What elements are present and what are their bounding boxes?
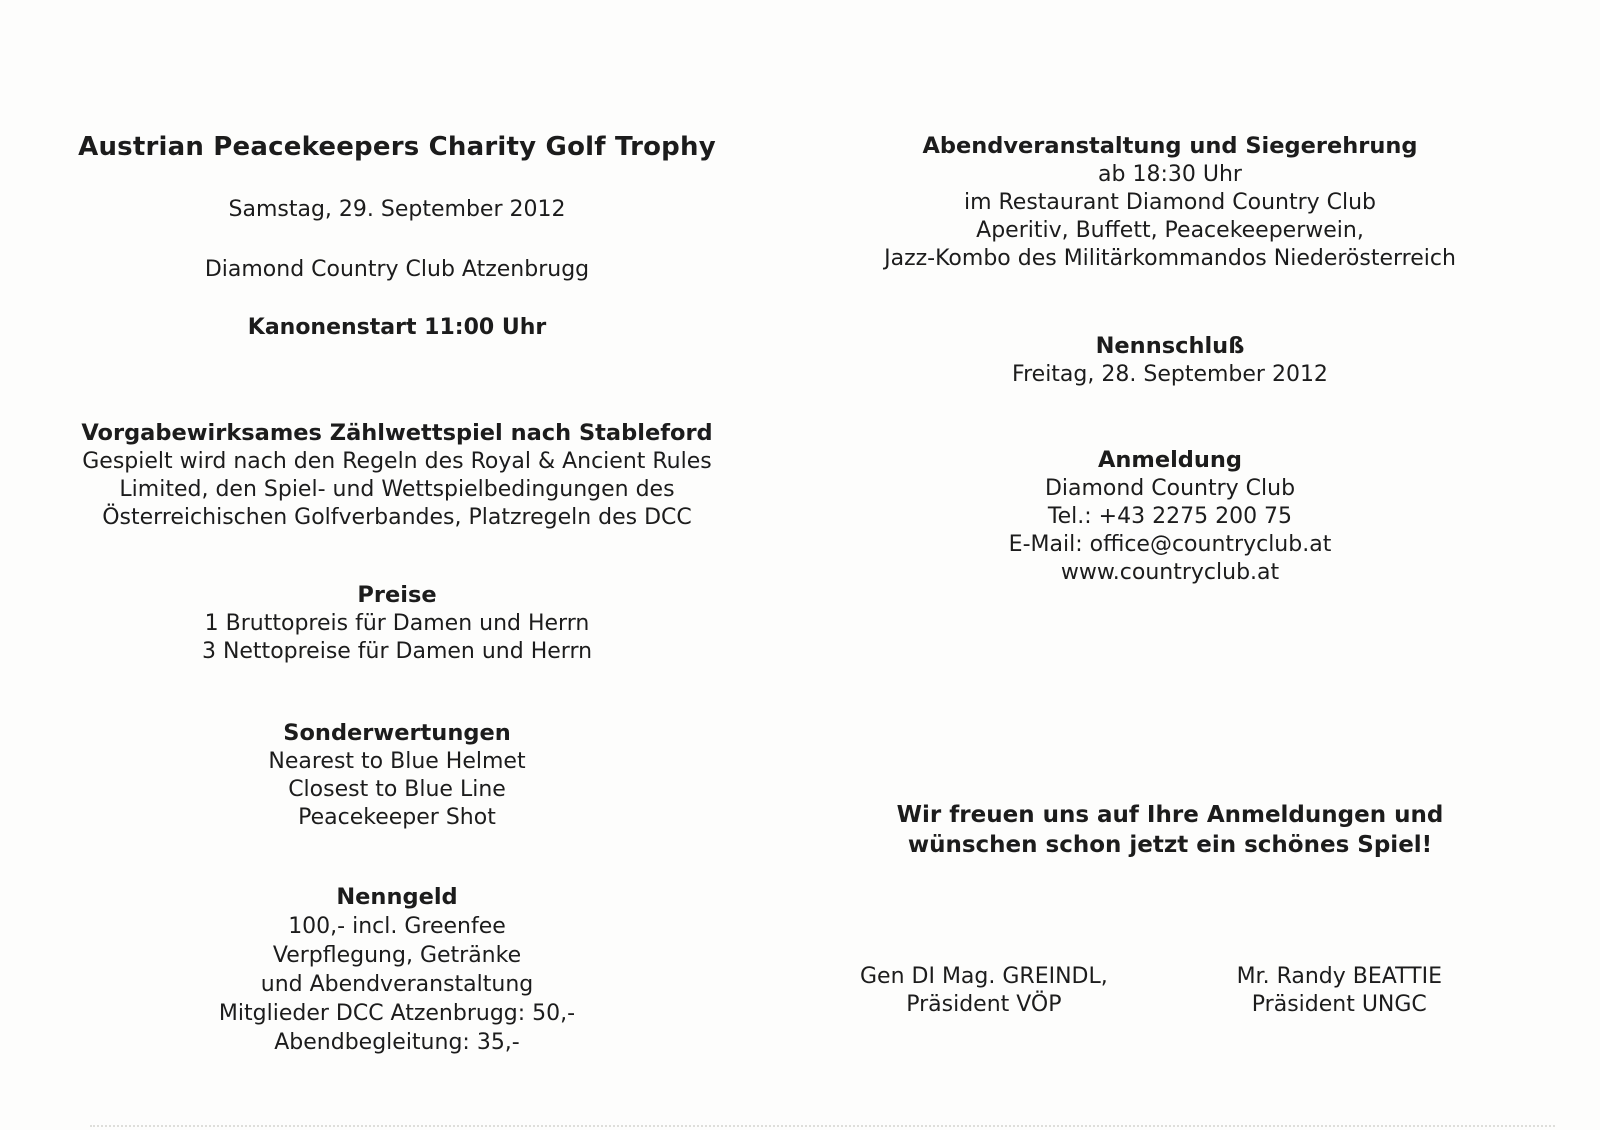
- registration-heading: Anmeldung: [1097, 447, 1243, 473]
- left-column: [57, 0, 737, 1057]
- format-line: Österreichischen Golfverbandes, Platzregeln des DCC: [102, 505, 692, 530]
- evening-event-section: [830, 131, 1510, 273]
- prizes-section: [57, 580, 737, 666]
- entry-fee-line: und Abendveranstaltung: [260, 972, 534, 997]
- format-line: Limited, den Spiel- und Wettspielbedingungen des: [119, 477, 675, 502]
- special-awards-section: [57, 718, 737, 832]
- closing-message: [830, 800, 1510, 860]
- format-heading: Vorgabewirksames Zählwettspiel nach Stableford: [81, 420, 713, 446]
- signatures-row: [830, 963, 1510, 1019]
- special-awards-heading: Sonderwertungen: [283, 720, 511, 746]
- evening-event-line: ab 18:30 Uhr: [1098, 162, 1242, 187]
- registration-website: www.countryclub.at: [1060, 560, 1280, 585]
- prizes-line: 1 Bruttopreis für Damen und Herrn: [204, 611, 590, 636]
- special-award-line: Peacekeeper Shot: [298, 805, 496, 830]
- registration-phone: Tel.: +43 2275 200 75: [1047, 504, 1293, 529]
- entry-deadline-heading: Nennschluß: [1095, 333, 1245, 359]
- entry-deadline-date: Freitag, 28. September 2012: [1012, 362, 1328, 387]
- signature-name: Mr. Randy BEATTIE: [1236, 964, 1442, 989]
- entry-fee-heading: Nenngeld: [336, 884, 458, 910]
- signature-title: Präsident UNGC: [1251, 992, 1427, 1017]
- registration-email: E-Mail: office@countryclub.at: [1008, 532, 1332, 557]
- evening-event-line: im Restaurant Diamond Country Club: [963, 190, 1377, 215]
- signature-right: [1237, 963, 1442, 1019]
- closing-message-line: wünschen schon jetzt ein schönes Spiel!: [907, 832, 1433, 858]
- closing-message-line: Wir freuen uns auf Ihre Anmeldungen und: [896, 802, 1444, 828]
- format-line: Gespielt wird nach den Regeln des Royal & Ancient Rules: [82, 449, 712, 474]
- event-date: Samstag, 29. September 2012: [228, 197, 566, 222]
- evening-event-heading: Abendveranstaltung und Siegerehrung: [922, 133, 1418, 159]
- prizes-line: 3 Nettopreise für Damen und Herrn: [201, 639, 593, 664]
- entry-fee-line: Mitglieder DCC Atzenbrugg: 50,-: [218, 1001, 576, 1026]
- prizes-heading: Preise: [357, 582, 437, 608]
- format-section: [57, 418, 737, 532]
- right-column: [830, 0, 1510, 1019]
- registration-section: [830, 445, 1510, 587]
- special-award-line: Nearest to Blue Helmet: [268, 749, 526, 774]
- evening-event-line: Aperitiv, Buffett, Peacekeeperwein,: [976, 218, 1364, 243]
- event-venue: Diamond Country Club Atzenbrugg: [204, 257, 590, 282]
- registration-club: Diamond Country Club: [1044, 476, 1296, 501]
- signature-left: [860, 963, 1108, 1019]
- evening-event-line: Jazz-Kombo des Militärkommandos Niederösterreich: [884, 246, 1456, 271]
- shotgun-start: Kanonenstart 11:00 Uhr: [247, 315, 547, 340]
- special-award-line: Closest to Blue Line: [288, 777, 506, 802]
- entry-deadline-section: [830, 331, 1510, 389]
- signature-name: Gen DI Mag. GREINDL,: [860, 964, 1108, 989]
- signature-title: Präsident VÖP: [906, 992, 1062, 1017]
- scan-artifact-edge: [90, 1125, 1555, 1127]
- entry-fee-line: Verpflegung, Getränke: [272, 943, 522, 968]
- entry-fee-line: 100,- incl. Greenfee: [288, 914, 506, 939]
- event-title: Austrian Peacekeepers Charity Golf Trophy: [78, 132, 716, 162]
- entry-fee-section: [57, 882, 737, 1057]
- entry-fee-line: Abendbegleitung: 35,-: [274, 1030, 520, 1055]
